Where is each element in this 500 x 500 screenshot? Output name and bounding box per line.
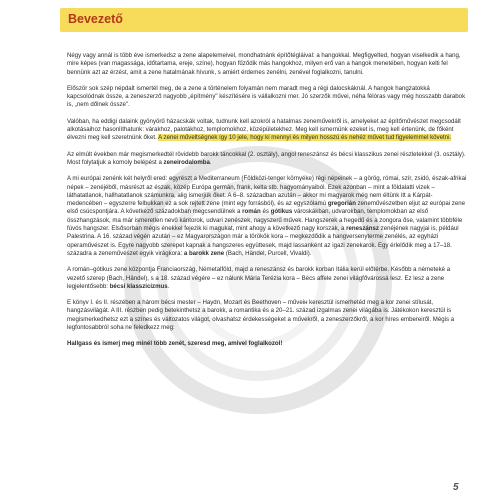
text-run: városkákban, udvarokban, templomokban az első összhangzások, ma már ismeretlen nevű kántorok, udvari zenészek, nagyszerű művek. Hangszerek a hegedű és a zongora őse, valamint többféle fúvós hangszer. Elsősorban mégis énekkel fejezik ki magukat, mint ahogy a következő nagy korszak, a bbox=[67, 208, 463, 233]
text-run: zeneművészetben eljut az európai zene első csúcspontjára. A következő századokban megcsendülnek a bbox=[67, 200, 466, 216]
section-title: Bevezető bbox=[68, 12, 123, 26]
highlighted-text: A zenei műveltségnek így 10 jele, hogy ki mennyi és milyen hosszú és nehéz művet tud figyelemmel követni. bbox=[158, 134, 452, 142]
paragraph bbox=[67, 266, 467, 291]
text-run: . bbox=[209, 158, 212, 166]
section-header bbox=[60, 8, 468, 32]
text-run: zenéjének nagyjai is, például Palestrina. A 16. század végén azután – ez Magyarországon már a törökök kora – megkezdődik a hangversenyterme zenélés, az egyházi operaművészet is. Egyre nagyobb szerepet kapnak a hangszeres együttesek, majd lassanként az igazi zenekarok. Egy érlelődik meg a 17–18. századra a zeneművészet egyik virágkora: bbox=[67, 225, 459, 257]
text-run: Valóban, ha eddigi dalaink gyönyörű házacskák voltak, tudnunk kell azokról a hatalmas zeneművekről is, amelyeket az építőművészet megcsodált alkotásaihoz hasonlíthatunk: várakhoz, palotákhoz, templomokhoz, középületekhez. Meg kell ismernünk ezeket is, meg kell értenünk, de főként élvezni meg kell szeretnünk őket. bbox=[67, 117, 461, 142]
paragraph bbox=[67, 151, 467, 168]
text-run: Négy vagy annál is több éve ismerkedsz a zene alapelemeivel, mondhatnánk építőtégláival: a hangokkal. Megfigyelted, hogyan viselkedik a hang, mire képes (van magassága, időtartama, ereje, színe), hogyan fűződik más hangokhoz, milyen erő van a hangok menetében, hogyan kelti fel bennünk azt az érzést, amit a zene hatalmának hívunk, s amiért érdemes zenélni, zenével foglalkozni, tanulni. bbox=[67, 52, 461, 76]
paragraph bbox=[67, 340, 467, 348]
bold-term: zeneirodalomba bbox=[163, 158, 210, 166]
paragraph bbox=[67, 85, 467, 110]
text-run: A mi európai zenénk két helyről ered: egyrészt a Mediterraneum (Földközi-tenger környéke) régi népeinek – a görög, római, szír, zsidó, észak-afrikai népek – zenéjéből, másrészt az észak, közép Európa germán, frank, kelta stb. hagyományaiból. Ezek azonban – mint a földalatti vizek – láthatatlanok, hallhatatlanok számunkra, alig ismerjük őket. A 6–8. században azután – akkor mi magyarok még nem éltünk itt a Kárpát-medencében – egyszerre felbukkan ez a sok rejtett zene (mint egy forrásból), és az egyszólamú bbox=[67, 175, 467, 208]
bold-term: gótikus bbox=[270, 208, 293, 216]
bold-term: román bbox=[242, 208, 261, 216]
bold-term: reneszánsz bbox=[346, 225, 379, 233]
text-run: (Bach, Händel, Purcell, Vivaldi). bbox=[224, 249, 312, 257]
bold-term: gregorián bbox=[327, 200, 356, 208]
paragraph bbox=[67, 175, 467, 258]
paragraph bbox=[67, 52, 467, 77]
text-run: E könyv I. és II. részében a három bécsi mester – Haydn, Mozart és Beethoven – műveiн keresztül ismerhetéd meg a kor zenei stílusát, hangzásvilágát. A III. részben pedig betekinthetsz a barokk, a romantika és a 20–21. század izgalmas zenei világába is. Játékokon keresztül is megismerkedhetsz ezt a színes és változatos világot, olvashatsz érdekességeket a művekről, a zeneszerzőkről, a kor híres embereiről. Mégis a legfontosabbról soha ne feledkezz meg: bbox=[67, 299, 455, 332]
text-run: és bbox=[260, 208, 271, 216]
text-run: A román–gótikus zene központja Franciaország, Németalföld, majd a reneszánsz és barokk korban Itália kerül előtérbe. Később a németeké a vezető szerep (Bach, Händel), s a 18. század végére – ez nálunk Mária Terézia kora – Bécs affele zenei világfővárossá lesz. Ez lesz a zene legjelentősebb: bbox=[67, 266, 451, 290]
text-run: Az elmúlt években már megismerkedtél rövidebb barokk táncokkal (2. osztály), angol reneszánsz és bécsi klasszikus zenei részletekkel (3. osztály). Most folytatjuk a komoly belépést a bbox=[67, 150, 466, 166]
paragraph bbox=[67, 299, 467, 332]
text-run: Először sok szép népdalt ismertél meg, de a zene a történelem folyamán nem maradt meg a régi dalocskáknál. A hangok hangzatokká kapcsolódnak össze, a zeneszerző nagyobb „építmény" készítésére is vállalkozni mer. Jó szerzők művei, néha félóras vagy még hosszabb darabok is, „nem dőlnek össze". bbox=[67, 84, 466, 109]
paragraph bbox=[67, 118, 467, 143]
body-text bbox=[67, 52, 467, 357]
page-number: 5 bbox=[453, 482, 459, 493]
text-run: . bbox=[167, 282, 170, 290]
bold-term: Hallgass és ismerj meg minél több zenét, szeresd meg, amivel foglalkozol! bbox=[67, 340, 283, 348]
bold-term: bécsi klasszicizmus bbox=[109, 282, 168, 290]
bold-term: a barokk zene bbox=[183, 249, 225, 257]
